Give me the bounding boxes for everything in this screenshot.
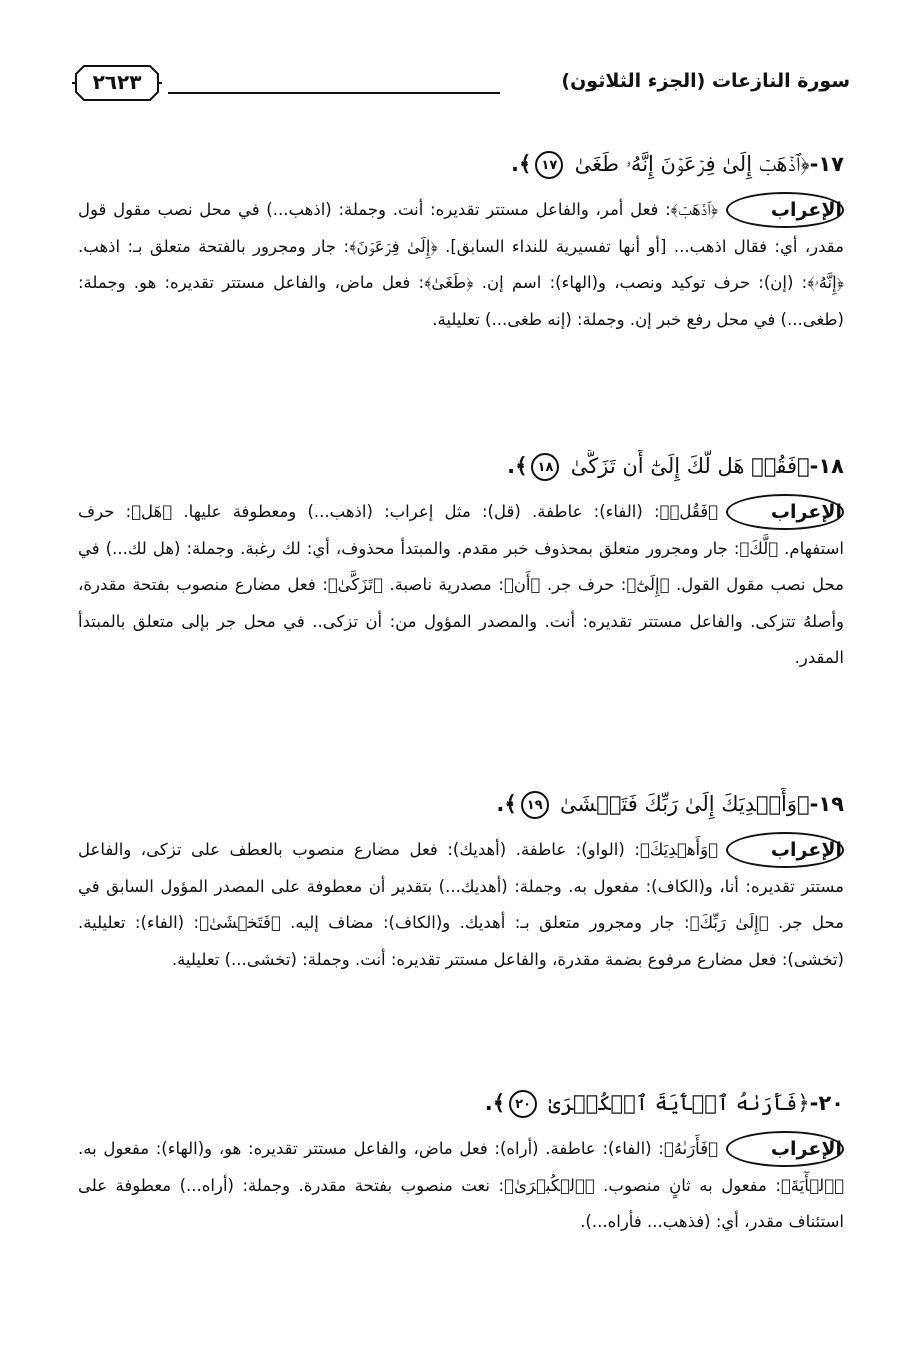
page-number: ٢٦٢٣	[92, 70, 142, 94]
verse-text: ﴿ٱذۡهَبۡ إِلَىٰ فِرۡعَوۡنَ إِنَّهُۥ طَغَىٰ	[574, 152, 810, 176]
irab-text: ﴿ٱذۡهَبۡ﴾: فعل أمر، والفاعل مستتر تقديره: أنت. وجملة: (اذهب...) في محل نصب مقول قول مقدر، أي: فقال اذهب... [أو أنها تفسيرية للنداء السابق]. ﴿إِلَىٰ فِرۡعَوۡنَ﴾: جار ومجرور بالفتحة متعلق بـ: اذهب. ﴿إِنَّهُۥ﴾: (إن): حرف توكيد ونصب، و(الهاء): اسم إن. ﴿طَغَىٰ﴾: فعل ماض، والفاعل مستتر تقديره: هو. وجملة: (طغى...) في محل رفع خبر إن. وجملة: (إنه طغى...) تعليلية.	[78, 200, 844, 329]
verse-section-17	[78, 148, 844, 338]
irab-badge: الإعراب	[726, 192, 844, 228]
verse-end: ﴾.	[484, 1091, 506, 1115]
irab-paragraph	[78, 494, 844, 677]
ayah-number-marker: ١٧	[535, 151, 563, 179]
irab-paragraph	[78, 1131, 844, 1241]
verse-section-19	[78, 788, 844, 978]
irab-badge: الإعراب	[726, 832, 844, 868]
ayah-number-marker: ١٨	[531, 453, 559, 481]
irab-badge: الإعراب	[726, 1131, 844, 1167]
verse-text: ﴿فَأَرَىٰهُ ٱلۡأٓيَةَ ٱلۡكُبۡرَىٰ	[548, 1091, 810, 1115]
verse-section-20	[78, 1087, 844, 1241]
verse-number: ١٧-	[809, 152, 844, 176]
verse-text: ﴿وَأَهۡدِيَكَ إِلَىٰ رَبِّكَ فَتَخۡشَىٰ	[560, 792, 810, 816]
irab-text: ﴿فَأَرَىٰهُ﴾: (الفاء): عاطفة. (أراه): فعل ماض، والفاعل مستتر تقديره: هو، و(الهاء): مفعول به. ﴿ٱلۡأٓيَةَ﴾: مفعول به ثانٍ منصوب. ﴿ٱلۡكُبۡرَىٰ﴾: نعت منصوب بفتحة مقدرة. وجملة: (أراه...) معطوفة على استئناف مقدر، أي: (فذهب... فأراه...).	[78, 1139, 844, 1231]
ayah-number-marker: ٢٠	[509, 1090, 537, 1118]
verse-section-18	[78, 450, 844, 677]
verse-line	[78, 450, 844, 482]
verse-text: ﴿فَقُلۡ هَل لَّكَ إِلَىٰٓ أَن تَزَكَّىٰ	[570, 454, 810, 478]
irab-text: ﴿فَقُلۡ﴾: (الفاء): عاطفة. (قل): مثل إعراب: (اذهب...) ومعطوفة عليها. ﴿هَل﴾: حرف استفهام. ﴿لَّكَ﴾: جار ومجرور متعلق بمحذوف خبر مقدم. والمبتدأ محذوف، أي: لك رغبة. وجملة: (هل لك...) في محل نصب مقول القول. ﴿إِلَىٰٓ﴾: حرف جر. ﴿أَن﴾: مصدرية ناصبة. ﴿تَزَكَّىٰ﴾: فعل مضارع منصوب بفتحة مقدرة، وأصلهُ تتزكى. والفاعل مستتر تقديره: أنت. والمصدر المؤول من: أن تزكى.. في محل جر بإلى متعلق بالمبتدأ المقدر.	[78, 502, 844, 667]
header-rule	[168, 92, 500, 94]
irab-badge: الإعراب	[726, 494, 844, 530]
page-header	[70, 62, 850, 112]
verse-number: ٢٠-	[809, 1091, 844, 1115]
verse-end: ﴾.	[511, 152, 532, 176]
irab-paragraph	[78, 832, 844, 978]
verse-end: ﴾.	[496, 792, 517, 816]
verse-line	[78, 148, 844, 180]
verse-line	[78, 1087, 844, 1119]
verse-line	[78, 788, 844, 820]
verse-number: ١٩-	[809, 792, 844, 816]
page-running-title: سورة النازعات (الجزء الثلاثون)	[561, 70, 850, 92]
verse-end: ﴾.	[507, 454, 528, 478]
verse-number: ١٨-	[809, 454, 844, 478]
ayah-number-marker: ١٩	[521, 791, 549, 819]
irab-paragraph	[78, 192, 844, 338]
irab-text: ﴿وَأَهۡدِيَكَ﴾: (الواو): عاطفة. (أهديك): فعل مضارع منصوب بالعطف على تزكى، والفاعل مستتر تقديره: أنا، و(الكاف): مفعول به. وجملة: (أهديك...) بتقدير أن معطوفة على المصدر المؤول السابق في محل جر. ﴿إِلَىٰ رَبِّكَ﴾: جار ومجرور متعلق بـ: أهديك. و(الكاف): مضاف إليه. ﴿فَتَخۡشَىٰ﴾: (الفاء): تعليلية. (تخشى): فعل مضارع مرفوع بضمة مقدرة، والفاعل مستتر تقديره: أنت. وجملة: (تخشى...) تعليلية.	[78, 840, 844, 969]
